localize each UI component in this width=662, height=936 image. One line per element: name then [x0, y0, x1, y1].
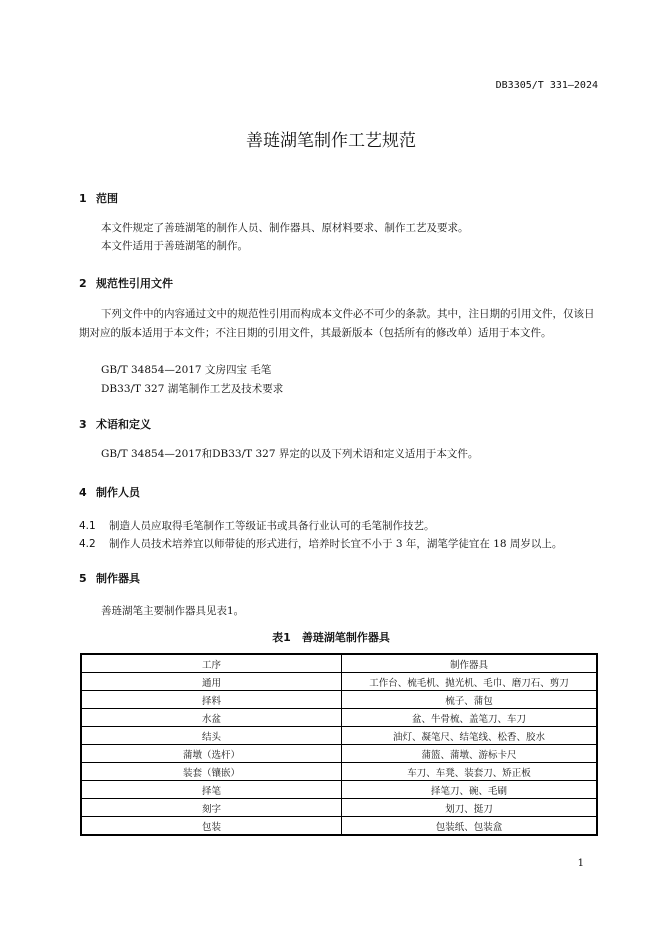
- section-4-heading: [79, 484, 140, 500]
- table-header-row: [81, 654, 597, 673]
- scope-paragraph-2: 本文件适用于善琏湖笔的制作。: [101, 240, 248, 252]
- section-5-heading: [79, 570, 140, 586]
- tools-cell: 梳子、蒲包: [342, 691, 598, 709]
- normative-refs-paragraph: 下列文件中的内容通过文中的规范性引用而构成本文件必不可少的条款。其中，注日期的引用文件，仅该日期对应的版本适用于本文件；不注日期的引用文件，其最新版本（包括所有的修改单）适用于本文件。: [79, 308, 595, 339]
- process-cell: 包装: [81, 817, 342, 836]
- tools-cell: 蒲篮、蒲墩、游标卡尺: [342, 745, 598, 763]
- table-row: [81, 709, 597, 727]
- clause-4-1-number: 4.1: [79, 520, 96, 532]
- process-cell: 结头: [81, 727, 342, 745]
- process-cell: 择料: [81, 691, 342, 709]
- section-5-number: 5: [79, 572, 87, 585]
- section-4-number: 4: [79, 486, 87, 499]
- tools-paragraph: 善琏湖笔主要制作器具见表1。: [101, 605, 245, 617]
- table-row: [81, 799, 597, 817]
- clause-4-1: [79, 518, 435, 533]
- reference-db33t-327: DB33/T 327 湖笔制作工艺及技术要求: [101, 383, 284, 395]
- tools-cell: 工作台、梳毛机、抛光机、毛巾、磨刀石、剪刀: [342, 673, 598, 691]
- section-2-heading: [79, 275, 173, 291]
- table-row: [81, 727, 597, 745]
- clause-4-2-text: 制作人员技术培养宜以师带徒的形式进行，培养时长宜不小于 3 年，湖笔学徒宜在 18 周岁以上。: [109, 538, 563, 550]
- section-1-number: 1: [79, 192, 87, 205]
- tools-table: [80, 653, 598, 836]
- table-row: [81, 763, 597, 781]
- page-number: 1: [577, 858, 584, 869]
- section-1-heading: [79, 190, 118, 206]
- tools-cell: 择笔刀、碗、毛刷: [342, 781, 598, 799]
- tools-cell: 划刀、挺刀: [342, 799, 598, 817]
- tools-cell: 包装纸、包装盒: [342, 817, 598, 836]
- clause-4-1-text: 制造人员应取得毛笔制作工等级证书或具备行业认可的毛笔制作技艺。: [109, 520, 435, 532]
- process-cell: 水盆: [81, 709, 342, 727]
- document-title: 善琏湖笔制作工艺规范: [246, 131, 416, 151]
- header-tools: 制作器具: [342, 654, 598, 673]
- section-3-number: 3: [79, 418, 87, 431]
- tools-cell: 车刀、车凳、装套刀、矫正板: [342, 763, 598, 781]
- section-3-title: 术语和定义: [96, 418, 151, 431]
- section-1-title: 范围: [96, 192, 118, 205]
- reference-gbt-34854: GB/T 34854—2017 文房四宝 毛笔: [101, 364, 272, 376]
- process-cell: 装套（镶嵌）: [81, 763, 342, 781]
- table-row: [81, 745, 597, 763]
- terms-paragraph: GB/T 34854—2017和DB33/T 327 界定的以及下列术语和定义适用于本文件。: [101, 448, 479, 460]
- clause-4-2: [79, 536, 562, 551]
- table-row: [81, 691, 597, 709]
- process-cell: 通用: [81, 673, 342, 691]
- scope-paragraph-1: 本文件规定了善琏湖笔的制作人员、制作器具、原材料要求、制作工艺及要求。: [101, 222, 469, 234]
- section-5-title: 制作器具: [96, 572, 140, 585]
- section-2-title: 规范性引用文件: [96, 277, 173, 290]
- process-cell: 蒲墩（选杆）: [81, 745, 342, 763]
- table-row: [81, 781, 597, 799]
- process-cell: 择笔: [81, 781, 342, 799]
- table-row: [81, 817, 597, 836]
- table-caption: 表1 善琏湖笔制作器具: [272, 631, 390, 644]
- tools-cell: 油灯、凝笔尺、结笔线、松香、胶水: [342, 727, 598, 745]
- clause-4-2-number: 4.2: [79, 538, 96, 550]
- tools-cell: 盆、牛骨梳、盖笔刀、车刀: [342, 709, 598, 727]
- standard-code: DB3305/T 331—2024: [495, 80, 598, 91]
- section-4-title: 制作人员: [96, 486, 140, 499]
- section-2-number: 2: [79, 277, 87, 290]
- table-row: [81, 673, 597, 691]
- section-3-heading: [79, 416, 151, 432]
- process-cell: 刻字: [81, 799, 342, 817]
- header-process: 工序: [81, 654, 342, 673]
